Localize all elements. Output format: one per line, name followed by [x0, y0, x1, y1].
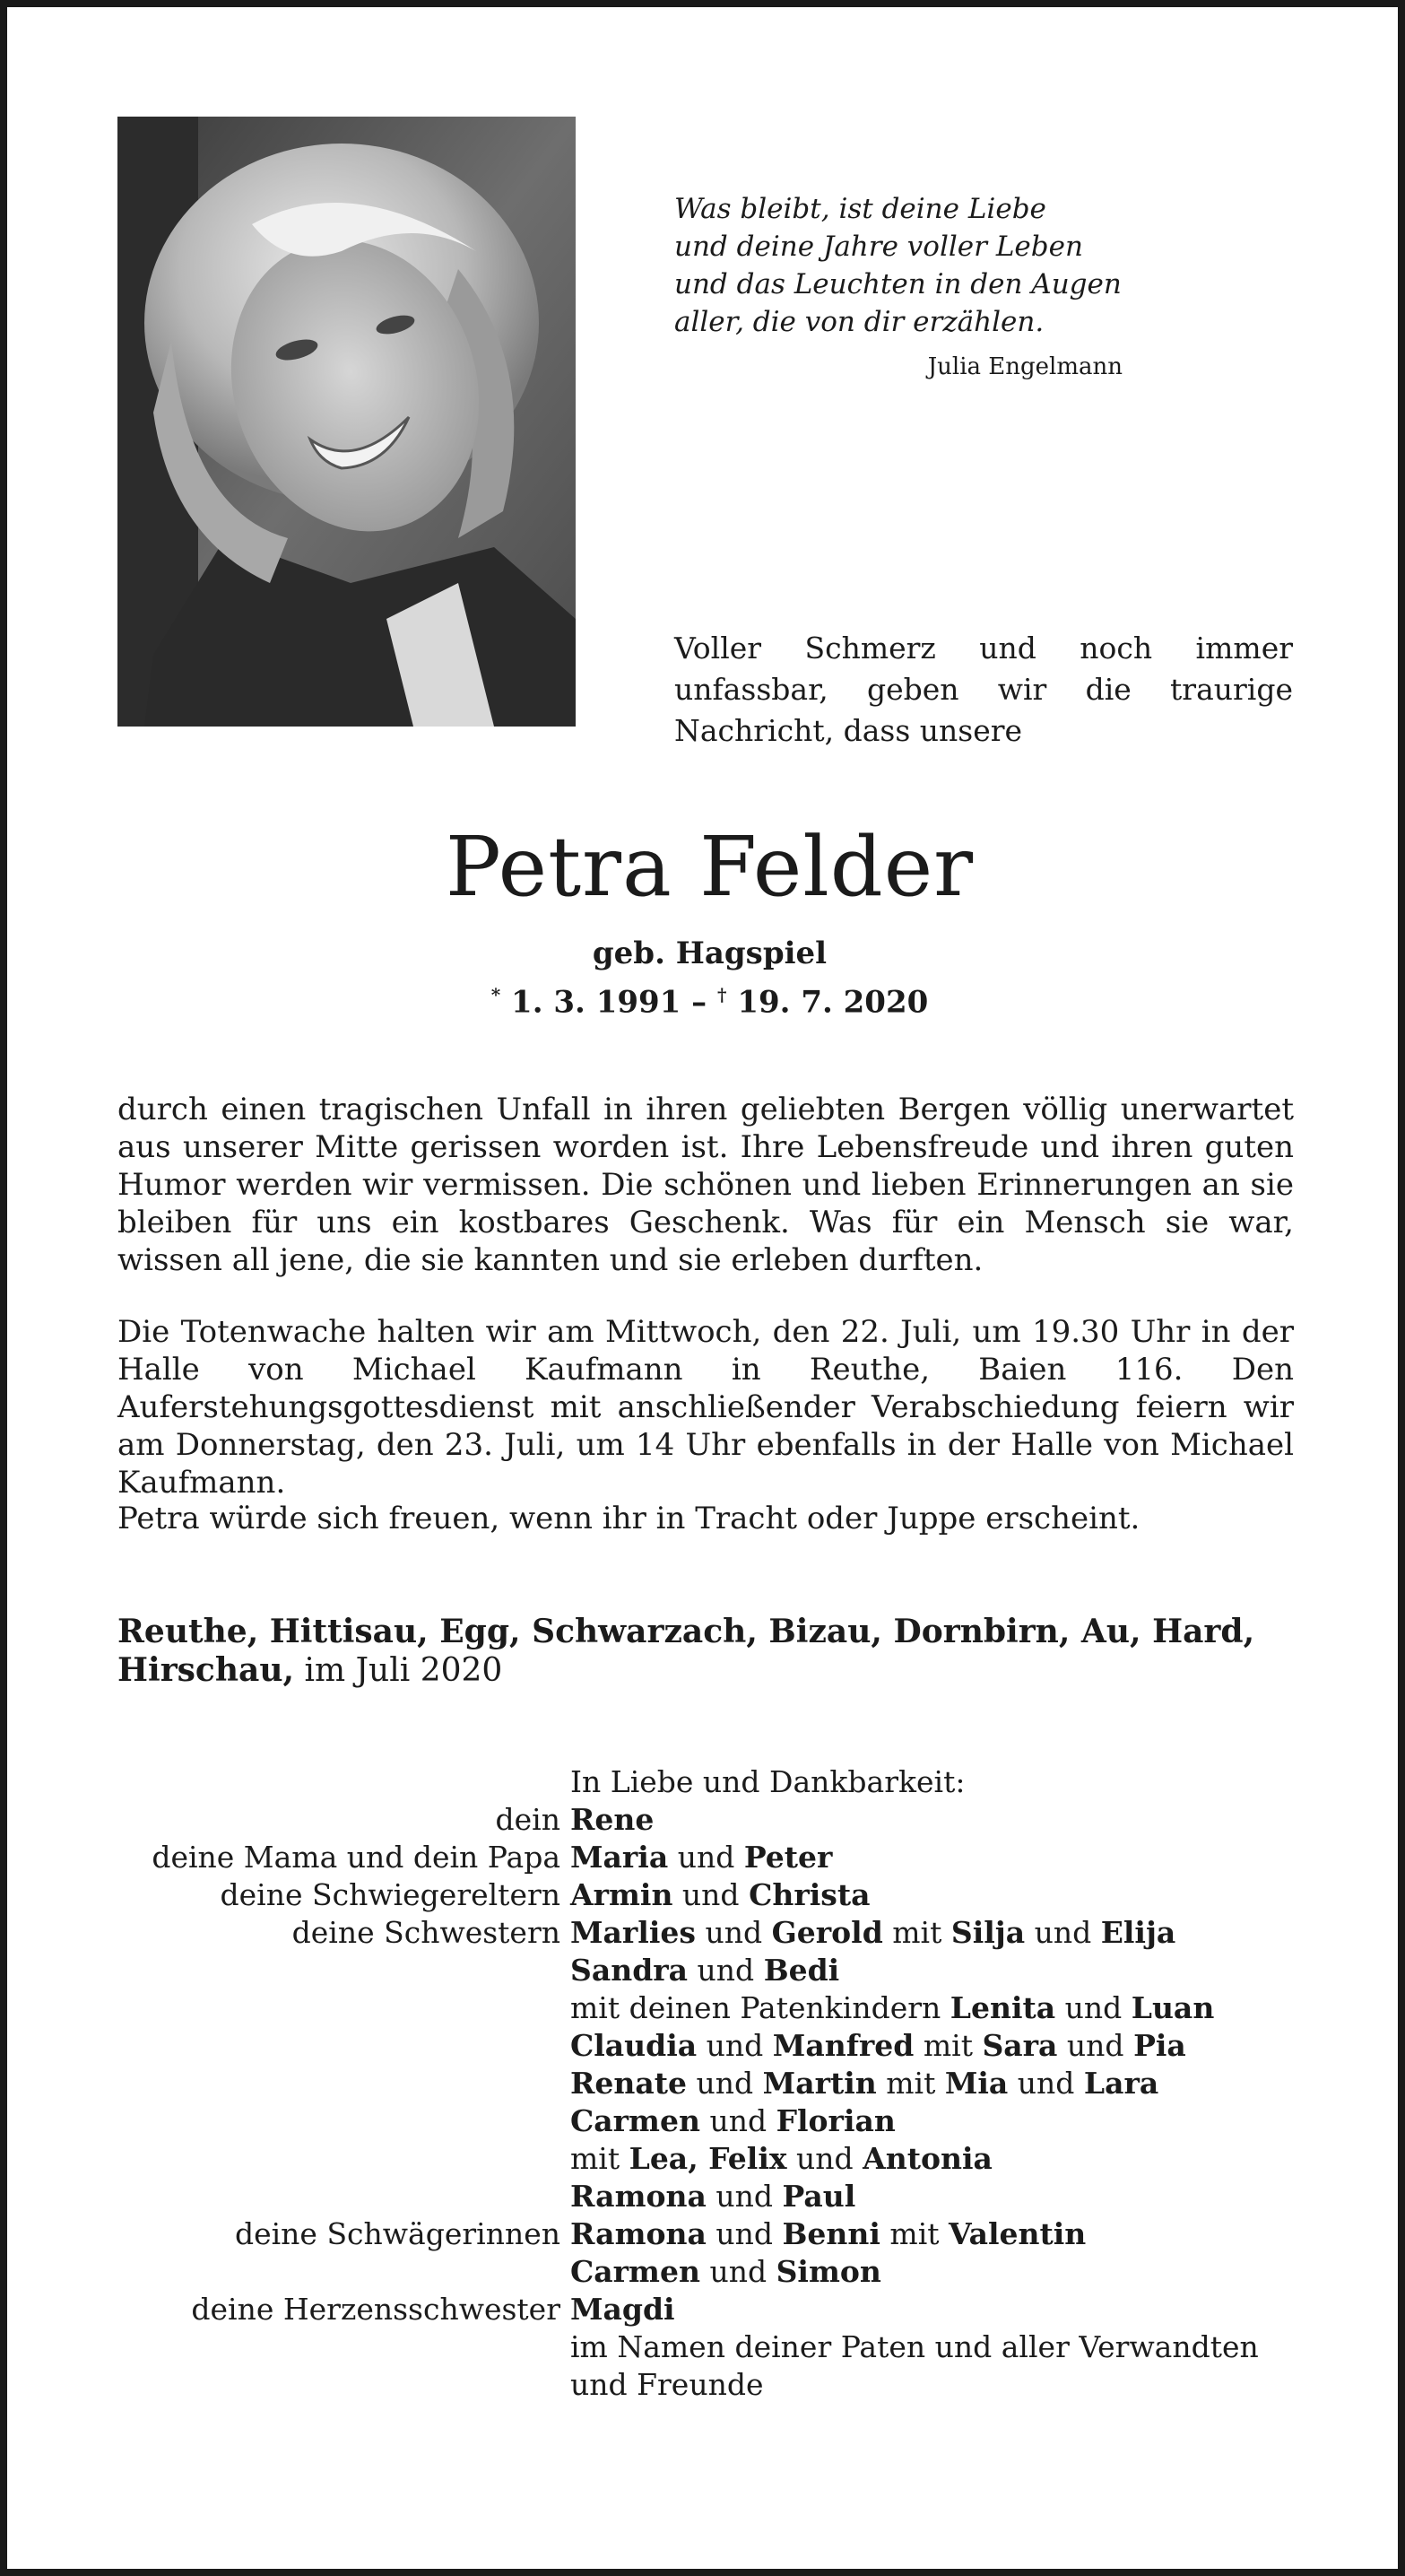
portrait-image: [117, 117, 576, 727]
mourner-name: Sara: [982, 2028, 1058, 2063]
quote-line: aller, die von dir erzählen.: [674, 306, 1045, 338]
mourner-names: [570, 2215, 1319, 2253]
mourner-names: [570, 2140, 1319, 2178]
connector-text: und: [1025, 1915, 1101, 1950]
mourner-relation: [117, 2065, 570, 2102]
mourner-name: Magdi: [570, 2292, 675, 2327]
mourner-name: Antonia: [863, 2141, 993, 2176]
connector-text: und: [1008, 2066, 1084, 2101]
portrait-photo: [117, 117, 576, 727]
mourner-row: [117, 2140, 1319, 2178]
mourner-name: Paul: [782, 2179, 856, 2214]
mourner-name: Carmen: [570, 2254, 700, 2289]
mourner-name: Gerold: [771, 1915, 883, 1950]
gratitude-heading: In Liebe und Dankbarkeit:: [570, 1764, 966, 1799]
connector-text: mit: [882, 1915, 951, 1950]
mourner-row: [117, 2328, 1319, 2366]
mourner-names: [570, 2291, 1319, 2328]
mourner-relation: [117, 2328, 570, 2366]
mourner-row: [117, 2215, 1319, 2253]
mourner-relation: [117, 2366, 570, 2404]
mourner-row: [117, 2366, 1319, 2404]
mourner-name: Peter: [743, 1840, 833, 1875]
quote-author: Julia Engelmann: [927, 353, 1123, 380]
mourner-relation: deine Mama und dein Papa: [152, 1840, 560, 1875]
mourner-row: [117, 2178, 1319, 2215]
mourner-names: [570, 1952, 1319, 1989]
mourner-relation: [117, 2027, 570, 2065]
mourner-row: [117, 2027, 1319, 2065]
quote-line: Was bleibt, ist deine Liebe: [674, 193, 1046, 225]
connector-text: mit: [880, 2216, 950, 2251]
mourner-names: [570, 1876, 1319, 1914]
mourner-names: [570, 2065, 1319, 2102]
birth-symbol: *: [490, 984, 501, 1005]
mourner-name: Christa: [749, 1877, 871, 1912]
mourner-relation: deine Schwiegereltern: [220, 1877, 560, 1912]
mourner-name: Simon: [776, 2254, 881, 2289]
mourner-row: [117, 1914, 1319, 1952]
connector-text: und: [706, 2216, 783, 2251]
places-line-1: Reuthe, Hittisau, Egg, Schwarzach, Bizau, Dornbirn, Au, Hard,: [117, 1613, 1255, 1650]
mourner-name: Luan: [1131, 1990, 1215, 2025]
connector-text: und: [688, 1953, 764, 1988]
life-dates: [7, 976, 1398, 1021]
connector-text: und Freunde: [570, 2367, 764, 2402]
mourner-relation: [117, 1952, 570, 1989]
body-paragraph-1: durch einen tragischen Unfall in ihren geliebten Bergen völlig unerwartet aus unserer Mitte gerissen worden ist. Ihre Lebensfreude und ihren guten Humor werden wir vermissen. Die schönen und lieben Erinnerungen an sie bleiben für uns ein kostbares Geschenk. Was für ein Mensch sie war, wissen all jene, die sie kannten und sie erleben durften.: [117, 1092, 1294, 1278]
mourner-row: [117, 1839, 1319, 1876]
death-date: 19. 7. 2020: [737, 984, 929, 1021]
mourner-names: [570, 1914, 1319, 1952]
mourner-names: [570, 2102, 1319, 2140]
mourner-name: Renate: [570, 2066, 688, 2101]
body-paragraph-3: Petra würde sich freuen, wenn ihr in Tracht oder Juppe erscheint.: [117, 1501, 1140, 1536]
mourner-row: [117, 1989, 1319, 2027]
connector-text: mit: [570, 2141, 629, 2176]
mourner-relation: [117, 2253, 570, 2291]
mourner-name: Martin: [762, 2066, 877, 2101]
mourner-name: Elija: [1100, 1915, 1176, 1950]
mourner-relation: [117, 2102, 570, 2140]
connector-text: und: [699, 2254, 776, 2289]
mourner-name: Manfred: [772, 2028, 915, 2063]
mourner-name: Lea, Felix: [629, 2141, 787, 2176]
mourner-row: [117, 2253, 1319, 2291]
mourner-name: Valentin: [949, 2216, 1087, 2251]
places-line-2: Hirschau,: [117, 1651, 295, 1689]
mourner-names: [570, 1989, 1319, 2027]
mourner-name: Sandra: [570, 1953, 689, 1988]
mourner-row: [117, 1952, 1319, 1989]
connector-text: und: [786, 2141, 863, 2176]
mourner-name: Marlies: [570, 1915, 696, 1950]
mourner-name: Rene: [570, 1802, 655, 1837]
mourner-names: [570, 2253, 1319, 2291]
mourner-names: [570, 1839, 1319, 1876]
deceased-name: Petra Felder: [445, 819, 975, 915]
mourner-name: Mia: [944, 2066, 1009, 2101]
connector-text: und: [1055, 1990, 1132, 2025]
mourner-relation: deine Herzensschwester: [191, 2292, 560, 2327]
connector-text: und: [687, 2066, 763, 2101]
mourner-names: [570, 1801, 1319, 1839]
death-symbol: †: [717, 984, 727, 1005]
connector-text: mit: [914, 2028, 983, 2063]
memorial-quote: [674, 190, 1176, 341]
mourner-row: [117, 2065, 1319, 2102]
mourner-name: Silja: [950, 1915, 1026, 1950]
mourner-name: Maria: [570, 1840, 669, 1875]
mourner-row: [117, 1876, 1319, 1914]
connector-text: und: [672, 1877, 750, 1912]
mourner-name: Florian: [776, 2103, 896, 2138]
mourner-names: [570, 2328, 1319, 2366]
quote-line: und deine Jahre voller Leben: [674, 231, 1083, 263]
connector-text: und: [706, 2179, 783, 2214]
mourner-relation: deine Schwägerinnen: [234, 2216, 560, 2251]
mourner-name: Claudia: [570, 2028, 698, 2063]
mourners-list: [117, 1801, 1319, 2404]
mourner-relation: [117, 2178, 570, 2215]
maiden-name: geb. Hagspiel: [592, 936, 828, 971]
mourner-names: [570, 2027, 1319, 2065]
places-and-date: [117, 1613, 1294, 1690]
connector-text: mit: [876, 2066, 945, 2101]
connector-text: und: [697, 2028, 773, 2063]
mourner-name: Ramona: [570, 2179, 707, 2214]
mourner-row: [117, 1801, 1319, 1839]
connector-text: und: [699, 2103, 776, 2138]
mourner-name: Bedi: [763, 1953, 840, 1988]
date-line: im Juli 2020: [294, 1652, 503, 1689]
connector-text: im Namen deiner Paten und aller Verwandten: [570, 2329, 1259, 2364]
date-separator: –: [681, 984, 718, 1021]
connector-text: und: [668, 1840, 744, 1875]
connector-text: und: [695, 1915, 772, 1950]
mourner-name: Carmen: [570, 2103, 700, 2138]
quote-line: und das Leuchten in den Augen: [674, 268, 1122, 300]
mourner-relation: deine Schwestern: [291, 1915, 560, 1950]
mourner-names: [570, 2178, 1319, 2215]
mourner-relation: [117, 2140, 570, 2178]
mourner-row: [117, 2291, 1319, 2328]
mourner-relation: [117, 1989, 570, 2027]
mourner-name: Benni: [782, 2216, 880, 2251]
birth-date: 1. 3. 1991: [511, 984, 681, 1021]
mourner-name: Lenita: [950, 1990, 1056, 2025]
body-paragraph-2: Die Totenwache halten wir am Mittwoch, den 22. Juli, um 19.30 Uhr in der Halle von Michael Kaufmann in Reuthe, Baien 116. Den Auferstehungsgottesdienst mit anschließender Verabschiedung feiern wir am Donnerstag, den 23. Juli, um 14 Uhr ebenfalls in der Halle von Michael Kaufmann.: [117, 1314, 1294, 1501]
mourner-names: [570, 2366, 1319, 2404]
connector-text: mit deinen Patenkindern: [570, 1990, 950, 2025]
mourner-name: Lara: [1083, 2066, 1159, 2101]
obituary-page: [7, 7, 1398, 2569]
intro-text: Voller Schmerz und noch immer unfassbar, geben wir die traurige Nachricht, dass unsere: [674, 631, 1293, 748]
connector-text: und: [1057, 2028, 1134, 2063]
mourner-name: Armin: [570, 1877, 673, 1912]
mourner-name: Ramona: [570, 2216, 707, 2251]
mourner-row: [117, 2102, 1319, 2140]
mourner-relation: dein: [495, 1802, 560, 1837]
mourner-name: Pia: [1133, 2028, 1186, 2063]
